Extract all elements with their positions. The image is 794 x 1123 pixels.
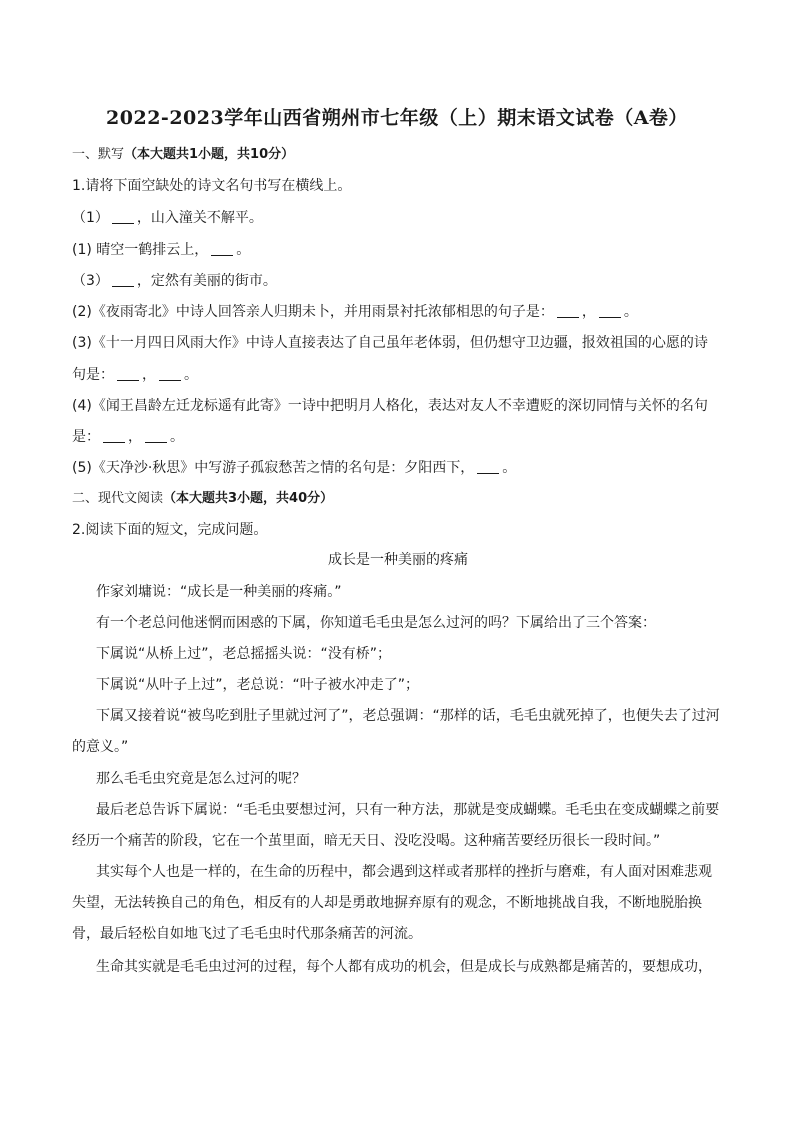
answer-blank[interactable]	[599, 302, 621, 318]
article-paragraph-1: 作家刘墉说：“成长是一种美丽的疼痛。”	[96, 584, 342, 600]
section-1-note: （本大题共1小题，共10分）	[124, 147, 295, 162]
q1-item-4-end: 。	[623, 304, 638, 320]
section-2-header	[72, 489, 724, 509]
question-2-stem: 2.阅读下面的短文，完成问题。	[72, 522, 268, 538]
q1-item-1-prefix: （1）	[72, 210, 109, 226]
section-1-label: 一、默写	[72, 147, 125, 162]
answer-blank[interactable]	[211, 240, 233, 256]
q1-item-6-sep: ，	[128, 429, 142, 445]
q1-item-6-text: 是：	[72, 429, 100, 445]
question-1-stem: 1.请将下面空缺处的诗文名句书写在横线上。	[72, 178, 352, 194]
article-paragraph-9: 生命其实就是毛毛虫过河的过程，每个人都有成功的机会，但是成长与成熟都是痛苦的，要想成功，	[96, 959, 712, 975]
exam-title: 2022-2023学年山西省朔州市七年级（上）期末语文试卷（A卷）	[106, 107, 688, 129]
answer-blank[interactable]	[477, 458, 499, 474]
q1-item-6-line-2	[72, 427, 724, 447]
section-2-label: 二、现代文阅读	[72, 491, 164, 506]
q1-item-4	[72, 302, 724, 322]
q1-item-2-text: (1) 晴空一鹤排云上，	[72, 242, 209, 258]
answer-blank[interactable]	[112, 208, 134, 224]
q1-item-7-end: 。	[502, 460, 517, 476]
q1-item-2-end: 。	[236, 242, 251, 258]
article-paragraph-4: 下属说“从叶子上过”，老总说：“叶子被水冲走了”；	[96, 677, 420, 693]
q1-item-1	[72, 208, 724, 228]
answer-blank[interactable]	[117, 365, 139, 381]
q1-item-6-end: 。	[170, 429, 184, 445]
q1-item-6-line-1: (4)《闻王昌龄左迁龙标遥有此寄》一诗中把明月人格化，表达对友人不幸遭贬的深切同情与关怀的名句	[72, 398, 708, 414]
q1-item-5-line-2	[72, 365, 724, 385]
q1-item-3-prefix: （3）	[72, 273, 109, 289]
article-paragraph-8: 其实每个人也是一样的，在生命的历程中，都会遇到这样或者那样的挫折与磨难，有人面对困难悲观失望，无法转换自己的角色，相反有的人却是勇敢地摒弃原有的观念，不断地挑战自我，不断地脱胎换骨，最后轻松自如地飞过了毛毛虫时代那条痛苦的河流。	[72, 864, 712, 942]
article-paragraph-3: 下属说“从桥上过”，老总摇摇头说：“没有桥”；	[96, 646, 392, 662]
q1-item-3	[72, 271, 724, 291]
answer-blank[interactable]	[557, 302, 579, 318]
answer-blank[interactable]	[159, 365, 181, 381]
q1-item-5-end: 。	[184, 367, 198, 383]
q1-item-2	[72, 240, 724, 260]
q1-item-4-text: (2)《夜雨寄北》中诗人回答亲人归期未卜，并用雨景衬托浓郁相思的句子是：	[72, 304, 554, 320]
article-title: 成长是一种美丽的疼痛	[328, 552, 468, 568]
article-paragraph-7: 最后老总告诉下属说：“毛毛虫要想过河，只有一种方法，那就是变成蝴蝶。毛毛虫在变成蝴蝶之前要经历一个痛苦的阶段，它在一个茧里面，暗无天日、没吃没喝。这种痛苦要经历很长一段时间。”	[72, 802, 720, 849]
q1-item-4-sep: ，	[581, 304, 596, 320]
article-paragraph-2: 有一个老总问他迷惘而困惑的下属，你知道毛毛虫是怎么过河的吗？下属给出了三个答案：	[96, 615, 656, 631]
q1-item-5-line-1: (3)《十一月四日风雨大作》中诗人直接表达了自己虽年老体弱，但仍想守卫边疆，报效祖国的心愿的诗	[72, 335, 708, 351]
article-paragraph-6: 那么毛毛虫究竟是怎么过河的呢？	[96, 771, 306, 787]
article-paragraph-5: 下属又接着说“被鸟吃到肚子里就过河了”，老总强调：“那样的话，毛毛虫就死掉了，也便失去了过河的意义。”	[72, 708, 720, 755]
q1-item-7-text: (5)《天净沙·秋思》中写游子孤寂愁苦之情的名句是：夕阳西下，	[72, 460, 475, 476]
section-2-note: （本大题共3小题，共40分）	[163, 491, 334, 506]
q1-item-7	[72, 458, 724, 478]
q1-item-1-text: ，山入潼关不解平。	[136, 210, 263, 226]
q1-item-5-sep: ，	[142, 367, 156, 383]
answer-blank[interactable]	[112, 271, 134, 287]
q1-item-3-text: ，定然有美丽的街市。	[136, 273, 277, 289]
answer-blank[interactable]	[145, 427, 167, 443]
section-1-header	[72, 145, 724, 165]
q1-item-5-text: 句是：	[72, 367, 114, 383]
answer-blank[interactable]	[103, 427, 125, 443]
